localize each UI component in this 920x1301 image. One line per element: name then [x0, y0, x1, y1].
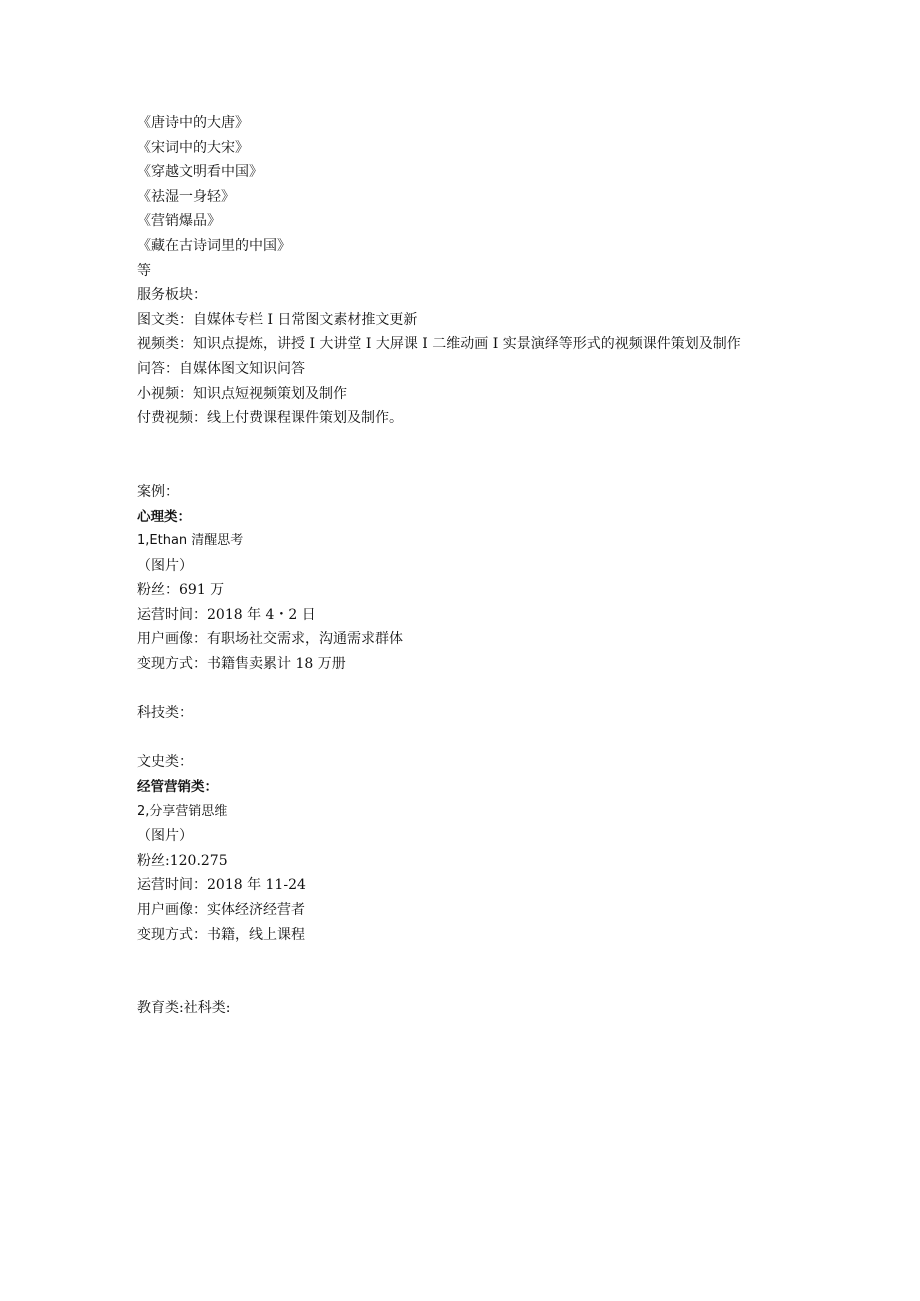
spacer	[137, 431, 787, 480]
book-title: 《唐诗中的大唐》	[137, 115, 249, 131]
book-title: 《藏在古诗词里的中国》	[137, 237, 291, 254]
cases-heading: 案例：	[137, 483, 179, 500]
service-item: 视频类：知识点提炼，讲授 I 大讲堂 I 大屏课 I 二维动画 I 实景演绎等形式的视频课件策划及制作	[137, 336, 741, 353]
etc-text: 等	[137, 262, 151, 279]
book-title: 《穿越文明看中国》	[137, 164, 263, 181]
spacer	[137, 726, 787, 751]
category-business: 经管营销类：	[137, 779, 218, 796]
spacer	[137, 947, 787, 996]
case-title: 1,Ethan 清醒思考	[137, 533, 244, 549]
case-user-profile: 用户画像：实体经济经营者	[137, 902, 305, 918]
case-start-time: 运营时间：2018 年 11-24	[137, 877, 306, 894]
spacer	[137, 677, 787, 702]
case-user-profile: 用户画像：有职场社交需求，沟通需求群体	[137, 631, 403, 648]
case-monetization: 变现方式：书籍，线上课程	[137, 926, 305, 943]
image-placeholder: （图片）	[137, 557, 193, 574]
case-monetization: 变现方式：书籍售卖累计 18 万册	[137, 656, 346, 673]
book-title: 《宋词中的大宋》	[137, 139, 249, 156]
book-title: 《营销爆品》	[137, 213, 221, 230]
service-item: 付费视频：线上付费课程课件策划及制作。	[137, 410, 403, 427]
services-heading: 服务板块：	[137, 287, 207, 304]
case-fans: 粉丝:120.275	[137, 852, 228, 869]
service-item: 小视频：知识点短视频策划及制作	[137, 385, 347, 402]
service-item: 图文类：自媒体专栏 I 日常图文素材推文更新	[137, 311, 418, 328]
case-fans: 粉丝：691 万	[137, 582, 225, 599]
service-item: 问答：自媒体图文知识问答	[137, 360, 305, 377]
case-start-time: 运营时间：2018 年 4・2 日	[137, 606, 316, 623]
case-title: 2,分享营销思维	[137, 803, 228, 819]
category-education-social: 教育类:社科类:	[137, 1000, 231, 1017]
category-tech: 科技类：	[137, 705, 193, 722]
document-page	[137, 111, 787, 1021]
category-history: 文史类：	[137, 754, 193, 771]
category-psychology: 心理类：	[137, 508, 191, 525]
book-title: 《祛湿一身轻》	[137, 188, 235, 205]
image-placeholder: （图片）	[137, 828, 193, 845]
